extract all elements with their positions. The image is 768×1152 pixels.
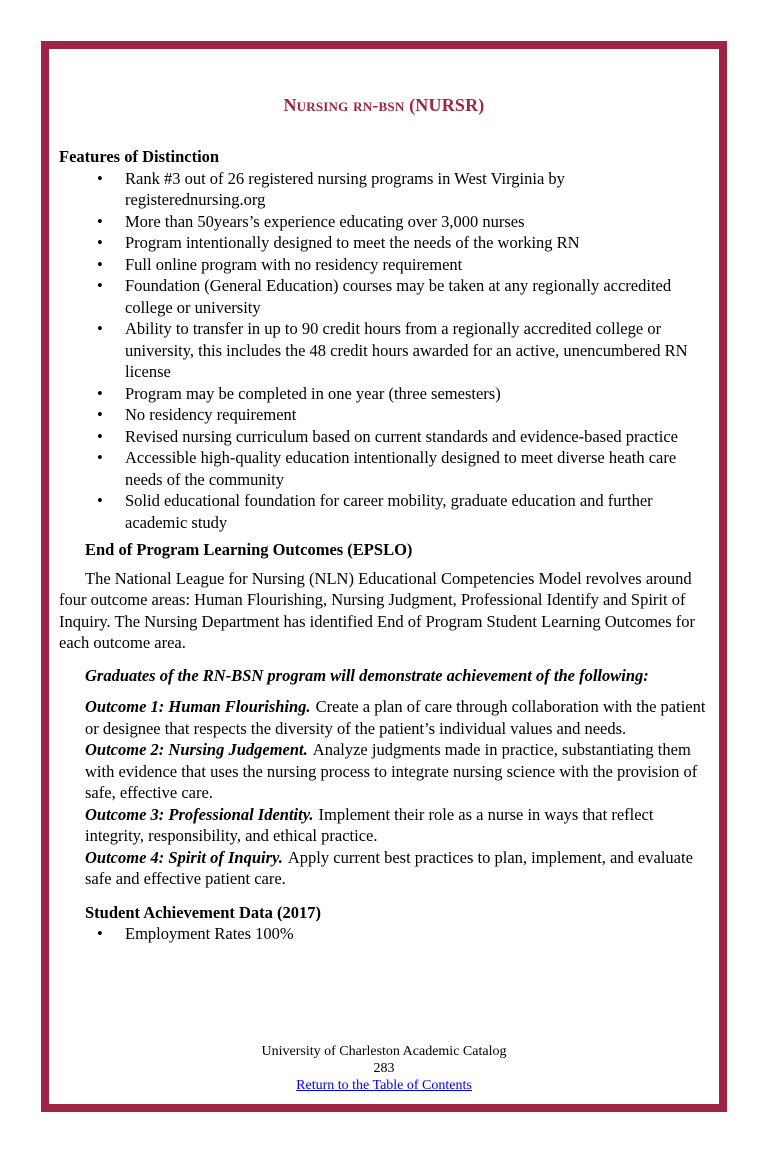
achievement-list: [59, 923, 709, 945]
epslo-intro-paragraph: The National League for Nursing (NLN) Educational Competencies Model revolves around four outcome areas: Human Flourishing, Nursing Judgment, Professional Identify and Spirit of Inquiry. The Nursing Department has identified End of Program Student Learning Outcomes for each outcome area.: [59, 568, 696, 652]
list-item-text: Employment Rates 100%: [125, 924, 294, 943]
list-item-text: Program may be completed in one year (three semesters): [125, 383, 501, 403]
list-item: [59, 383, 709, 405]
bullet-icon: •: [97, 491, 103, 510]
bullet-icon: •: [97, 383, 103, 403]
outcome-label: Outcome 2: Nursing Judgement.: [85, 740, 308, 759]
list-item-text: Solid educational foundation for career mobility, graduate education and further academic study: [125, 491, 653, 532]
list-item: [59, 318, 709, 383]
outcome-paragraph: [85, 804, 709, 847]
student-achievement-heading: Student Achievement Data (2017): [85, 902, 322, 922]
bullet-icon: •: [97, 233, 103, 252]
list-item: [59, 490, 709, 533]
outcome-text: Analyze judgments made in practice, substantiating them with evidence that uses the nursing process to integrate nursing science with the provision of safe, effective care.: [85, 740, 698, 802]
list-item-text: Full online program with no residency requirement: [125, 254, 463, 274]
outcome-item: [85, 804, 709, 847]
page-content: [49, 49, 719, 945]
bullet-icon: •: [97, 924, 103, 943]
outcome-item: [85, 696, 709, 739]
list-item-text: Accessible high-quality education intentionally designed to meet diverse heath care needs of the community: [125, 448, 677, 489]
list-item: [59, 168, 709, 211]
footer-page-number: 283: [373, 1060, 395, 1076]
page-title: Nursing rn-bsn (NURSR): [283, 95, 485, 115]
bullet-icon: •: [97, 211, 103, 231]
outcome-text: Implement their role as a nurse in ways that reflect integrity, responsibility, and ethical practice.: [85, 804, 654, 845]
outcomes-list: [85, 696, 709, 890]
list-item: [59, 923, 709, 945]
outcome-paragraph: [85, 847, 709, 890]
list-item: [59, 211, 709, 233]
outcome-paragraph: [85, 739, 709, 804]
list-item: [59, 404, 709, 426]
features-list: [59, 168, 709, 534]
list-item: [59, 232, 709, 254]
list-item-text: Foundation (General Education) courses may be taken at any regionally accredited college or university: [125, 276, 672, 317]
return-to-toc-link[interactable]: Return to the Table of Contents: [296, 1077, 472, 1093]
page-footer: [49, 1044, 719, 1094]
list-item-text: Program intentionally designed to meet the needs of the working RN: [125, 233, 580, 252]
list-item-text: Revised nursing curriculum based on current standards and evidence-based practice: [125, 426, 678, 446]
outcome-item: [85, 739, 709, 804]
list-item-text: No residency requirement: [125, 405, 297, 424]
list-item-text: More than 50years’s experience educating over 3,000 nurses: [125, 211, 525, 231]
list-item: [59, 426, 709, 448]
outcome-label: Outcome 3: Professional Identity.: [85, 804, 314, 824]
bullet-icon: •: [97, 448, 103, 467]
list-item: [59, 447, 709, 490]
features-of-distinction-heading: Features of Distinction: [59, 147, 220, 166]
list-item-text: Rank #3 out of 26 registered nursing programs in West Virginia by registerednursing.org: [125, 168, 565, 209]
outcome-paragraph: [85, 696, 709, 739]
outcome-label: Outcome 4: Spirit of Inquiry.: [85, 847, 283, 867]
list-item: [59, 275, 709, 318]
graduates-statement: Graduates of the RN-BSN program will demonstrate achievement of the following:: [85, 665, 649, 685]
bullet-icon: •: [97, 405, 103, 424]
bullet-icon: •: [97, 426, 103, 446]
list-item: [59, 254, 709, 276]
outcome-item: [85, 847, 709, 890]
bullet-icon: •: [97, 276, 103, 295]
outcome-text: Apply current best practices to plan, implement, and evaluate safe and effective patient care.: [85, 847, 693, 888]
bullet-icon: •: [97, 254, 103, 274]
list-item-text: Ability to transfer in up to 90 credit hours from a regionally accredited college or university, this includes the 48 credit hours awarded for an active, unencumbered RN license: [125, 319, 688, 381]
bullet-icon: •: [97, 168, 103, 188]
outcome-text: Create a plan of care through collaboration with the patient or designee that respects the diversity of the patient’s individual values and needs.: [85, 697, 706, 738]
bullet-icon: •: [97, 319, 103, 338]
footer-catalog-title: University of Charleston Academic Catalog: [261, 1044, 507, 1059]
outcome-label: Outcome 1: Human Flourishing.: [85, 697, 311, 716]
epslo-heading: End of Program Learning Outcomes (EPSLO): [85, 540, 413, 559]
